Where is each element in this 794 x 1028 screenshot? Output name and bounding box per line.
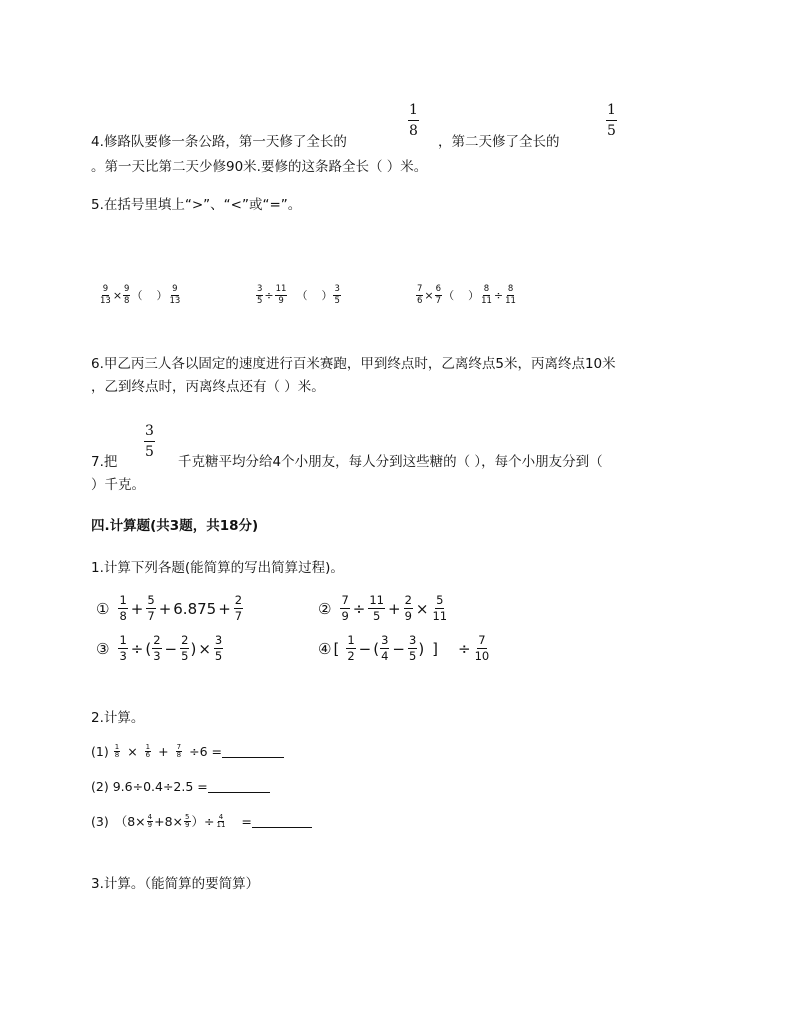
q4-fraction-2: $\frac{1}{5}$ bbox=[607, 102, 616, 139]
answer-blank[interactable] bbox=[252, 815, 312, 828]
q5-compare-1: $\frac{9}{13}$ × $\frac{9}{8}$ （ ） $\frac{9}{13}$ bbox=[100, 284, 181, 306]
answer-blank[interactable] bbox=[222, 745, 284, 758]
q5-compare-2: $\frac{3}{5}$ ÷ $\frac{11}{9}$ （ ） $\frac{3}{5}$ bbox=[257, 284, 340, 306]
q5-compare-3: $\frac{7}{6}$ × $\frac{6}{7}$ （ ） $\frac{8}{11}$ ÷ $\frac{8}{11}$ bbox=[417, 284, 516, 306]
c1-text: 1.计算下列各题(能简算的写出简算过程)。 bbox=[91, 560, 344, 576]
q5-text: 5.在括号里填上“>”、“<”或“=”。 bbox=[91, 197, 302, 213]
c1-expr-2: ② $\frac{7}{9}$ ÷ $\frac{11}{5}$ + $\frac{2}{9}$ × $\frac{5}{11}$ bbox=[318, 593, 448, 623]
c1-expr-3: ③ $\frac{1}{3}$ ÷ ( $\frac{2}{3}$ − $\frac{2}{5}$ ) × $\frac{3}{5}$ bbox=[96, 633, 223, 663]
c3-text: 3.计算。（能简算的要简算） bbox=[91, 876, 260, 892]
q4-text-part1: 4.修路队要修一条公路，第一天修了全长的 bbox=[91, 134, 347, 150]
q4-text-line2: 。第一天比第二天少修90米.要修的这条路全长（ ）米。 bbox=[91, 159, 428, 175]
q7-text-line2: ）千克。 bbox=[91, 477, 145, 493]
q6-text-line1: 6.甲乙丙三人各以固定的速度进行百米赛跑，甲到终点时，乙离终点5米，丙离终点10米 bbox=[91, 356, 616, 372]
q4-fraction-1: $\frac{1}{8}$ bbox=[409, 102, 418, 139]
answer-blank[interactable] bbox=[208, 780, 270, 793]
section-title: 四.计算题(共3题，共18分) bbox=[91, 518, 259, 534]
q7-text-mid: 千克糖平均分给4个小朋友，每人分到这些糖的（ ），每个小朋友分到（ bbox=[178, 454, 603, 470]
q4-text-part2: ，第二天修了全长的 bbox=[438, 134, 560, 150]
c2-row-2: (2) 9.6÷0.4÷2.5 = bbox=[91, 779, 270, 794]
c2-row-3: (3) （8× $\frac{4}{9}$ +8× $\frac{5}{9}$ ）÷ $\frac{4}{11}$ = bbox=[91, 812, 312, 830]
c2-text: 2.计算。 bbox=[91, 710, 145, 726]
q6-text-line2: ，乙到终点时，丙离终点还有（ ）米。 bbox=[91, 379, 325, 395]
c1-expr-1: ① $\frac{1}{8}$ + $\frac{5}{7}$ + 6.875 + $\frac{2}{7}$ bbox=[96, 593, 243, 623]
q7-fraction: $\frac{3}{5}$ bbox=[145, 423, 154, 460]
c1-expr-4: ④ [ $\frac{1}{2}$ − ( $\frac{3}{4}$ − $\frac{3}{5}$ ) ] ÷ $\frac{7}{10}$ bbox=[318, 633, 490, 663]
q7-text-pre: 7.把 bbox=[91, 454, 118, 470]
c2-row-1: (1) $\frac{1}{8}$ × $\frac{1}{6}$ + $\frac{7}{8}$ ÷6 = bbox=[91, 744, 284, 759]
